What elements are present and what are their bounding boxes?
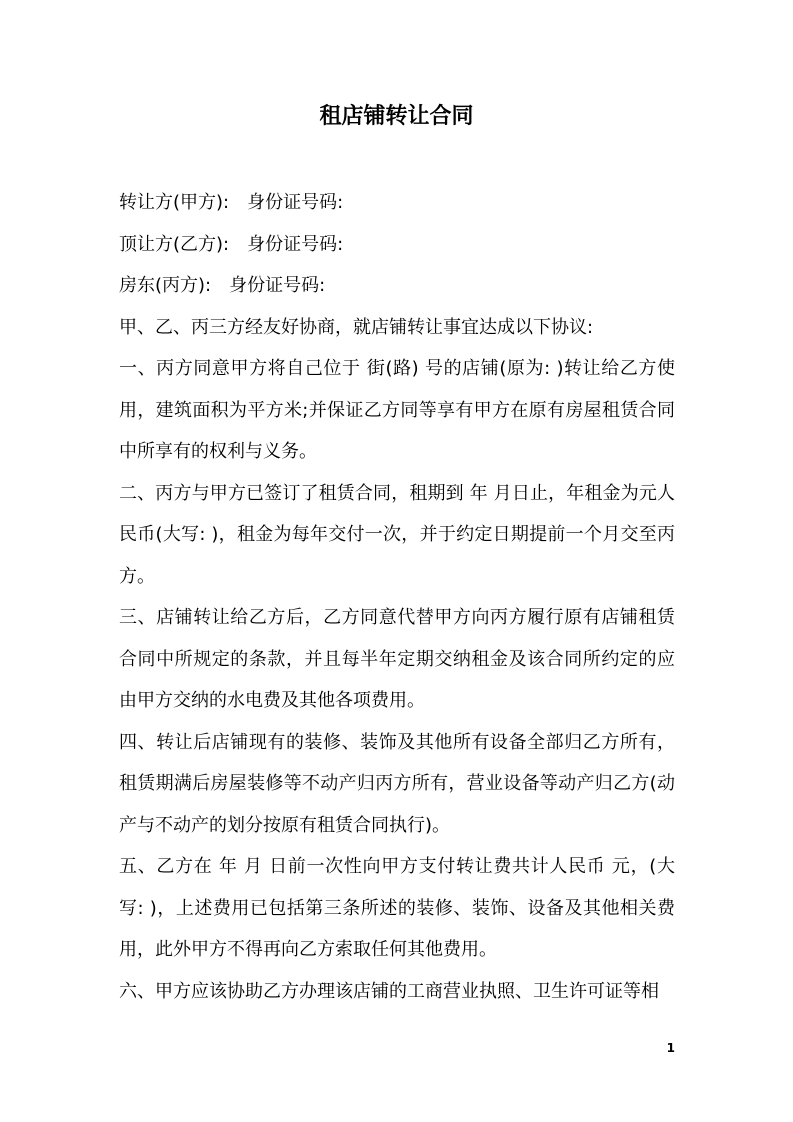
document-body — [119, 182, 675, 1012]
page-number: 1 — [666, 1041, 675, 1055]
party-b-line: 顶让方(乙方): 身份证号码: — [119, 233, 344, 255]
party-c-line: 房东(丙方): 身份证号码: — [119, 275, 326, 296]
clause-2: 二、丙方与甲方已签订了租赁合同，租期到 年 月日止，年租金为元人民币(大写: )，租金为每年交付一次，并于约定日期提前一个月交至丙方。 — [119, 482, 675, 587]
clause-5: 五、乙方在 年 月 日前一次性向甲方支付转让费共计人民币 元，(大写: )，上述费用已包括第三条所述的装修、装饰、设备及其他相关费用，此外甲方不得再向乙方索取任何其他费用。 — [119, 856, 675, 960]
clause-3: 三、店铺转让给乙方后，乙方同意代替甲方向丙方履行原有店铺租赁合同中所规定的条款，并且每半年定期交纳租金及该合同所约定的应由甲方交纳的水电费及其他各项费用。 — [119, 607, 675, 711]
party-a-line: 转让方(甲方): 身份证号码: — [119, 192, 344, 213]
agreement-intro: 甲、乙、丙三方经友好协商，就店铺转让事宜达成以下协议: — [119, 316, 594, 338]
clause-4: 四、转让后店铺现有的装修、装饰及其他所有设备全部归乙方所有，租赁期满后房屋装修等不动产归丙方所有，营业设备等动产归乙方(动产与不动产的划分按原有租赁合同执行)。 — [119, 731, 675, 836]
clause-1: 一、丙方同意甲方将自己位于 街(路) 号的店铺(原为: )转让给乙方使用，建筑面积为平方米;并保证乙方同等享有甲方在原有房屋租赁合同中所享有的权利与义务。 — [119, 358, 675, 462]
clause-6: 六、甲方应该协助乙方办理该店铺的工商营业执照、卫生许可证等相 — [119, 980, 659, 1002]
document-title: 租店铺转让合同 — [319, 104, 474, 129]
